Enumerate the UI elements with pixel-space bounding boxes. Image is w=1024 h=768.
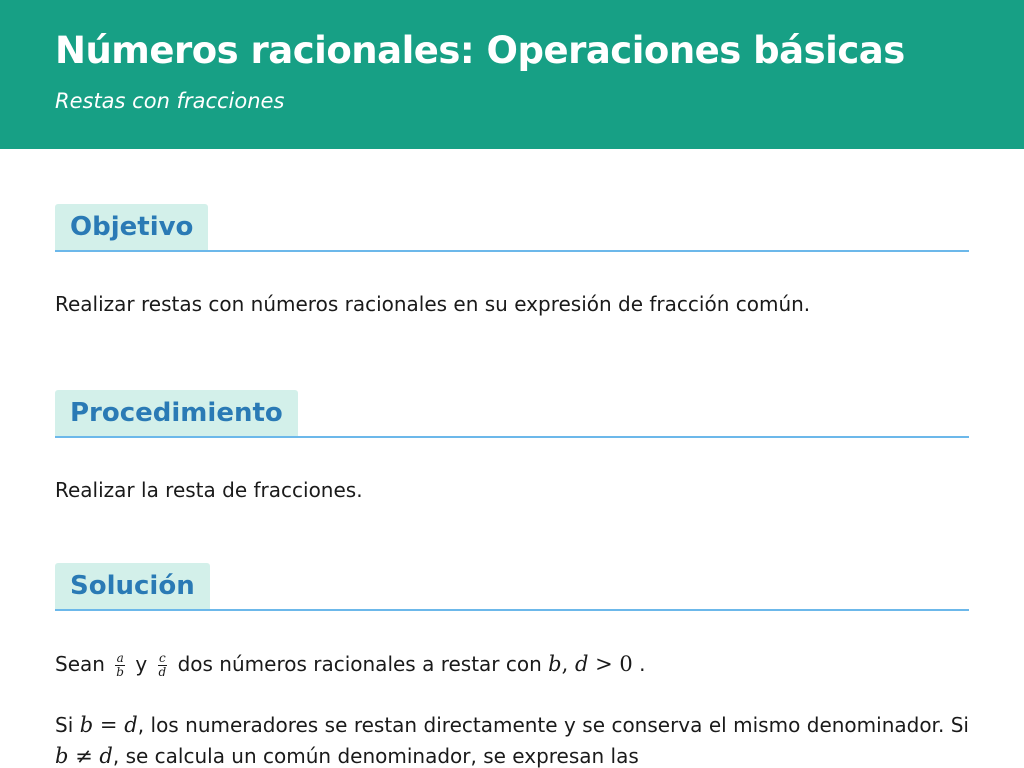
section-solucion-header <box>55 563 969 611</box>
fraction-denominator: d <box>158 665 167 679</box>
fraction-numerator: c <box>159 651 166 665</box>
page-header <box>0 0 1024 149</box>
solucion-sean-paragraph <box>55 649 969 680</box>
fraction-a-over-b <box>115 652 125 679</box>
math-var-b: b <box>55 744 69 768</box>
procedimiento-text: Realizar la resta de fracciones. <box>55 478 363 502</box>
objetivo-text: Realizar restas con números racionales en su expresión de fracción común. <box>55 292 811 316</box>
section-procedimiento-title: Procedimiento <box>55 390 298 436</box>
equality-math <box>80 713 138 737</box>
section-solucion-title: Solución <box>55 563 210 609</box>
section-procedimiento-header <box>55 390 969 438</box>
fraction-c-over-d <box>158 652 168 679</box>
sean-lead: Sean <box>55 652 105 676</box>
page-title: Números racionales: Operaciones básicas <box>55 29 905 72</box>
math-var-b: b <box>548 652 562 676</box>
solucion-si-paragraph <box>55 710 969 768</box>
si-lead: Si <box>55 713 74 737</box>
page-subtitle: Restas con fracciones <box>55 89 285 113</box>
si-part2: , se calcula un común denominador, se expresan las <box>112 744 639 768</box>
math-var-d: d <box>99 744 113 768</box>
math-equals: = <box>93 713 125 737</box>
main-content <box>0 204 1024 768</box>
sean-connector: y <box>135 652 148 676</box>
fraction-numerator: a <box>116 651 124 665</box>
inequality-math <box>55 744 113 768</box>
math-var-d: d <box>124 713 138 737</box>
si-part1: , los numeradores se restan directamente y se conserva el mismo denominador. Si <box>137 713 969 737</box>
math-not-equals: ≠ <box>68 744 100 768</box>
section-objetivo-title: Objetivo <box>55 204 208 250</box>
math-var-d: d <box>574 652 589 676</box>
sean-end: . <box>639 652 646 676</box>
math-var-b: b <box>79 713 94 737</box>
condition-math <box>548 652 633 676</box>
sean-middle: dos números racionales a restar con <box>177 652 542 676</box>
math-comma: , <box>561 652 569 676</box>
fraction-denominator: b <box>116 665 124 679</box>
section-objetivo-header <box>55 204 969 252</box>
math-rest: > 0 <box>588 652 633 676</box>
